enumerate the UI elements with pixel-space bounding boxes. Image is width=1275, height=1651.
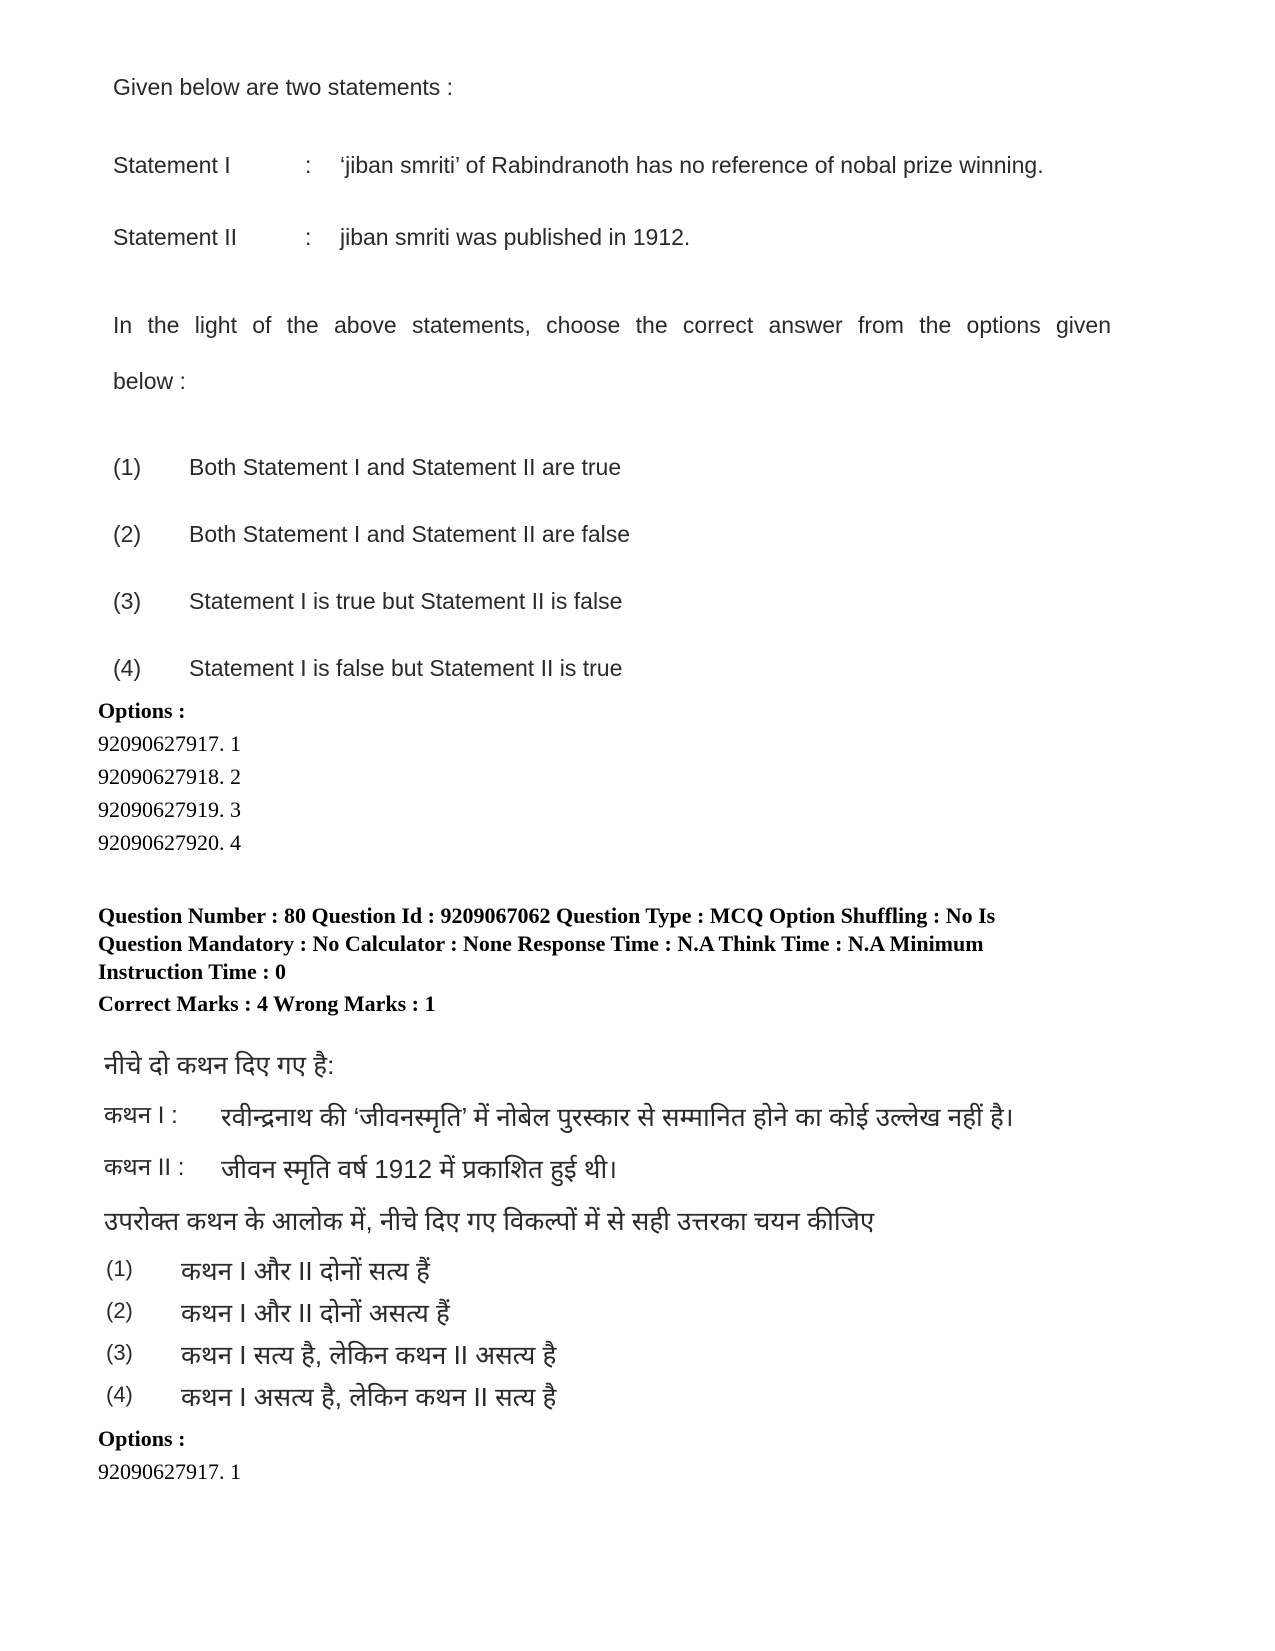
choice-text: Both Statement I and Statement II are true — [189, 454, 622, 480]
option-id: 92090627919. 3 — [98, 797, 241, 822]
option-id: 92090627917. 1 — [98, 731, 241, 756]
option-id: 92090627918. 2 — [98, 764, 241, 789]
statement-colon: : — [305, 224, 312, 250]
option-id: 92090627920. 4 — [98, 830, 241, 855]
choice-number: (2) — [106, 1298, 133, 1323]
q1-instruction-line-1: In the light of the above statements, choose the correct answer from the options given — [113, 312, 1111, 338]
question-meta-line-2: Question Mandatory : No Calculator : None Response Time : N.A Think Time : N.A Minimum — [98, 931, 984, 956]
q1-instruction-line-2: below : — [113, 368, 186, 394]
choice-number: (1) — [113, 454, 142, 480]
choice-text: Statement I is false but Statement II is true — [189, 655, 623, 681]
statement-text: ‘jiban smriti’ of Rabindranoth has no reference of nobal prize winning. — [340, 152, 1044, 178]
choice-text: कथन I और II दोनों सत्य हैं — [181, 1256, 430, 1286]
options-heading: Options : — [98, 698, 186, 723]
statement-text: jiban smriti was published in 1912. — [340, 224, 691, 250]
q2-intro: नीचे दो कथन दिए गए है: — [104, 1050, 335, 1080]
choice-number: (3) — [106, 1340, 133, 1365]
choice-text: Both Statement I and Statement II are false — [189, 521, 631, 547]
question-meta-line-1: Question Number : 80 Question Id : 9209067062 Question Type : MCQ Option Shuffling : No Is — [98, 903, 996, 928]
choice-text: Statement I is true but Statement II is false — [189, 588, 623, 614]
choice-number: (4) — [106, 1382, 133, 1407]
statement-text: रवीन्द्रनाथ की ‘जीवनस्मृति’ में नोबेल पुरस्कार से सम्मानित होने का कोई उल्लेख नहीं है। — [221, 1102, 1014, 1132]
choice-number: (4) — [113, 655, 142, 681]
question-meta-line-3: Instruction Time : 0 — [98, 959, 287, 984]
choice-text: कथन I असत्य है, लेकिन कथन II सत्य है — [181, 1382, 557, 1412]
statement-text: जीवन स्मृति वर्ष 1912 में प्रकाशित हुई थी। — [221, 1154, 618, 1184]
choice-text: कथन I और II दोनों असत्य हैं — [181, 1298, 450, 1328]
choice-number: (3) — [113, 588, 142, 614]
choice-number: (2) — [113, 521, 142, 547]
statement-label: कथन II : — [104, 1154, 185, 1181]
options-heading: Options : — [98, 1426, 186, 1451]
option-id: 92090627917. 1 — [98, 1459, 241, 1484]
q2-instruction: उपरोक्त कथन के आलोक में, नीचे दिए गए विकल्पों में से सही उत्तरका चयन कीजिए — [104, 1206, 875, 1236]
choice-number: (1) — [106, 1256, 133, 1281]
statement-label: Statement II — [113, 224, 238, 250]
statement-label: Statement I — [113, 152, 231, 178]
question-2-image — [0, 1030, 1275, 1430]
statement-label: कथन I : — [104, 1102, 178, 1129]
q1-intro: Given below are two statements : — [113, 74, 454, 100]
choice-text: कथन I सत्य है, लेकिन कथन II असत्य है — [181, 1340, 557, 1370]
question-marks: Correct Marks : 4 Wrong Marks : 1 — [98, 991, 436, 1016]
statement-colon: : — [305, 152, 312, 178]
question-1-image — [0, 0, 1275, 690]
